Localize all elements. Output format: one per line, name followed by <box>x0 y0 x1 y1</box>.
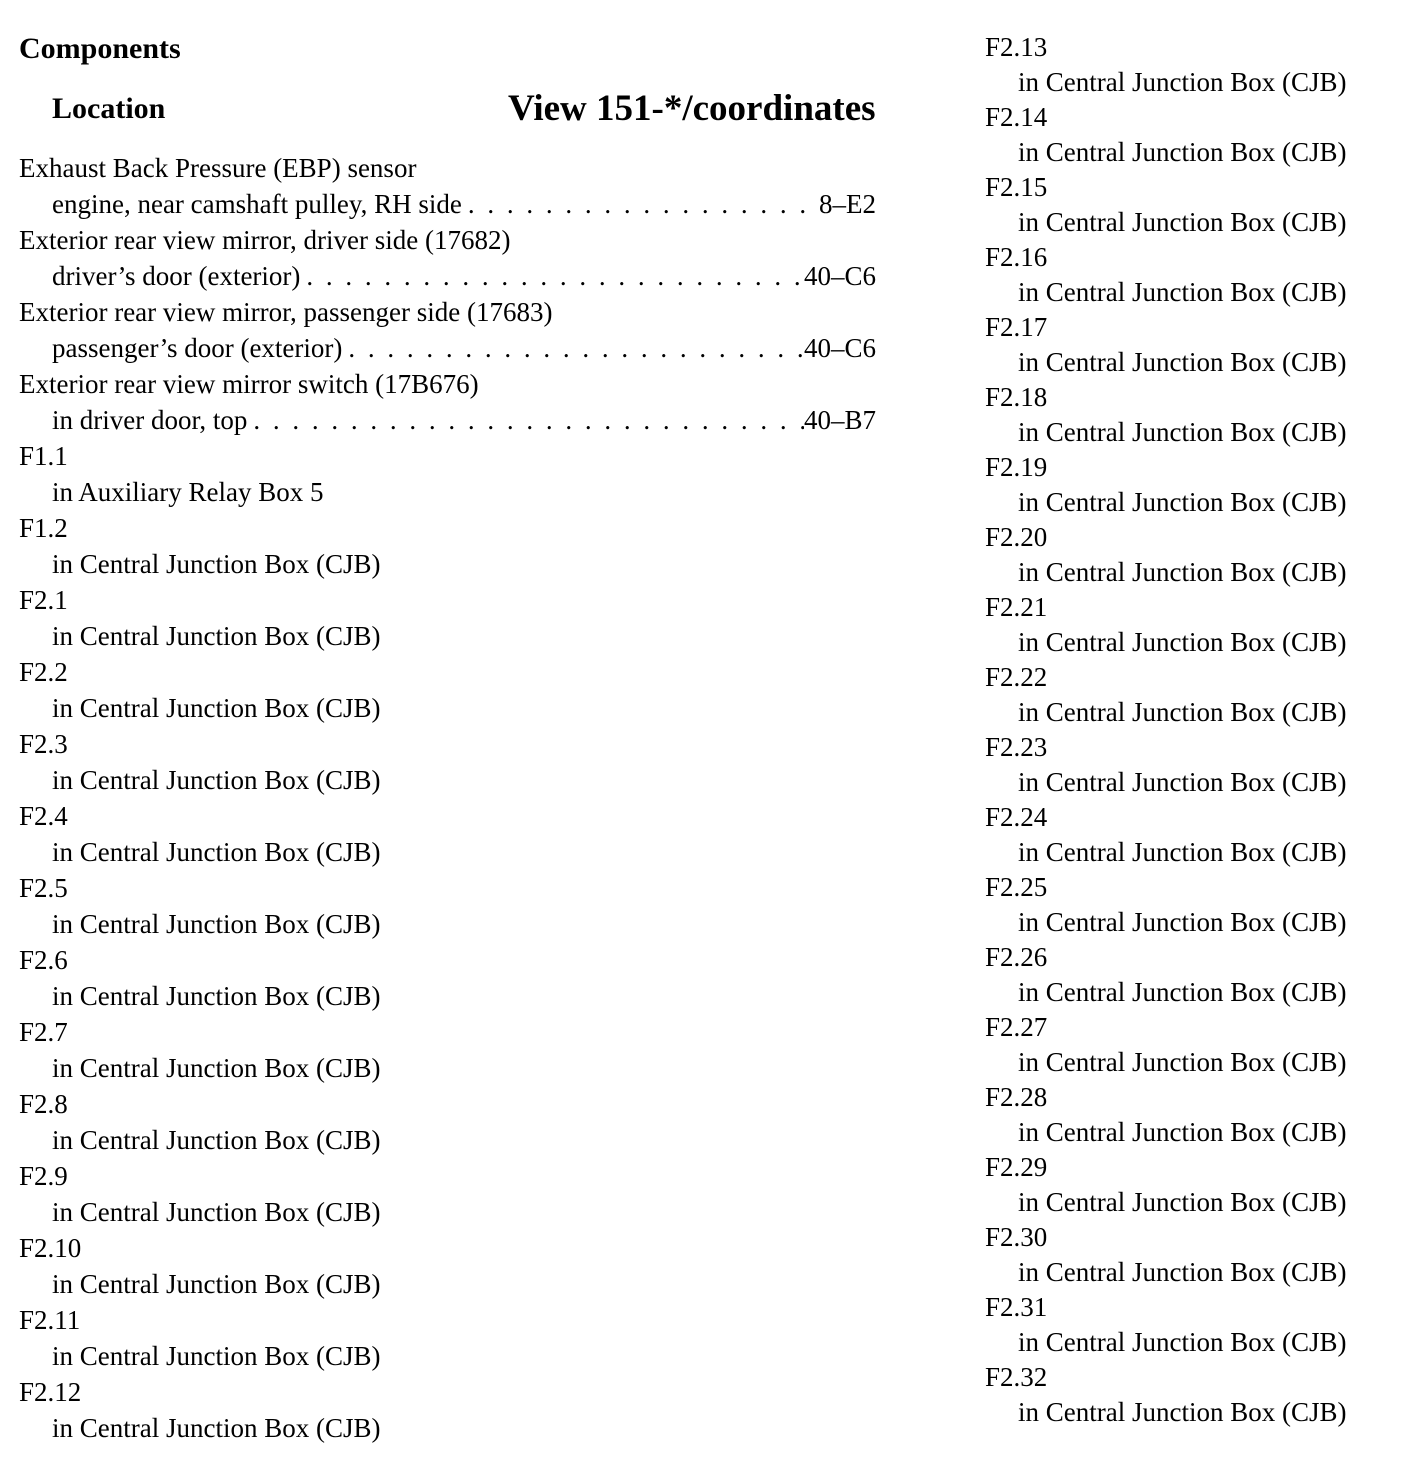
component-entry <box>985 1360 1410 1430</box>
component-location-row <box>19 402 876 438</box>
component-location: in Central Junction Box (CJB) <box>1018 487 1347 517</box>
component-location: in Central Junction Box (CJB) <box>1018 137 1347 167</box>
component-entry <box>985 1220 1410 1290</box>
dot-leader <box>300 258 804 294</box>
component-entry <box>985 170 1410 240</box>
component-entry <box>985 800 1410 870</box>
component-name: F2.6 <box>19 945 68 975</box>
component-entry <box>985 1290 1410 1360</box>
component-name: F2.9 <box>19 1161 68 1191</box>
view-coordinates-column-heading: View 151-*/coordinates <box>508 88 876 129</box>
component-name: F2.5 <box>19 873 68 903</box>
component-entry <box>19 654 849 726</box>
component-entry <box>19 1014 849 1086</box>
component-entry <box>19 150 876 222</box>
component-location: in Central Junction Box (CJB) <box>52 837 381 867</box>
component-entry <box>985 1150 1410 1220</box>
component-location: in Central Junction Box (CJB) <box>1018 1327 1347 1357</box>
component-entry <box>985 1010 1410 1080</box>
component-entry <box>985 100 1410 170</box>
component-entry <box>19 798 849 870</box>
component-location: in Central Junction Box (CJB) <box>1018 907 1347 937</box>
component-name: F2.31 <box>985 1292 1048 1322</box>
component-entry <box>985 450 1410 520</box>
component-location: in Central Junction Box (CJB) <box>1018 417 1347 447</box>
component-name: F2.13 <box>985 32 1048 62</box>
component-location: in Central Junction Box (CJB) <box>1018 1047 1347 1077</box>
component-name: F2.2 <box>19 657 68 687</box>
component-name: Exterior rear view mirror, driver side (17682) <box>19 225 511 255</box>
component-location-row <box>19 258 876 294</box>
component-name: Exterior rear view mirror, passenger side (17683) <box>19 297 553 327</box>
component-entry <box>19 1158 849 1230</box>
view-coordinate: 40–B7 <box>803 405 876 435</box>
component-entry <box>19 582 849 654</box>
component-location: in Central Junction Box (CJB) <box>1018 697 1347 727</box>
component-location: in Central Junction Box (CJB) <box>52 909 381 939</box>
component-name: F2.12 <box>19 1377 82 1407</box>
right-component-list <box>985 30 1410 1430</box>
component-name: F2.11 <box>19 1305 81 1335</box>
component-entry <box>985 1080 1410 1150</box>
component-name: F2.21 <box>985 592 1048 622</box>
component-name: F2.22 <box>985 662 1048 692</box>
component-name: F2.20 <box>985 522 1048 552</box>
component-entry <box>19 870 849 942</box>
view-coordinate: 40–C6 <box>803 333 876 363</box>
component-location: driver’s door (exterior) <box>52 261 301 291</box>
component-name: F2.25 <box>985 872 1048 902</box>
component-location: in Central Junction Box (CJB) <box>52 1053 381 1083</box>
component-entry <box>19 1230 849 1302</box>
view-coordinate: 8–E2 <box>819 189 876 219</box>
component-name: F2.27 <box>985 1012 1048 1042</box>
component-entry <box>19 942 849 1014</box>
component-entry <box>985 730 1410 800</box>
dot-leader <box>342 330 804 366</box>
component-entry <box>19 1086 849 1158</box>
component-location: in Central Junction Box (CJB) <box>52 765 381 795</box>
component-location: in Central Junction Box (CJB) <box>52 693 381 723</box>
component-entry <box>985 520 1410 590</box>
component-name: F2.30 <box>985 1222 1048 1252</box>
component-name: F2.26 <box>985 942 1048 972</box>
component-location: in Central Junction Box (CJB) <box>52 1341 381 1371</box>
component-name: Exterior rear view mirror switch (17B676) <box>19 369 479 399</box>
component-entry <box>19 726 849 798</box>
component-location: in Auxiliary Relay Box 5 <box>52 477 324 507</box>
component-location: in Central Junction Box (CJB) <box>1018 557 1347 587</box>
component-name: F2.7 <box>19 1017 68 1047</box>
component-entry <box>985 590 1410 660</box>
component-location: in Central Junction Box (CJB) <box>1018 277 1347 307</box>
component-name: F2.28 <box>985 1082 1048 1112</box>
component-name: F2.8 <box>19 1089 68 1119</box>
component-location: in Central Junction Box (CJB) <box>52 1413 381 1443</box>
component-location: in Central Junction Box (CJB) <box>52 1269 381 1299</box>
component-entry <box>19 222 876 294</box>
component-location: in Central Junction Box (CJB) <box>52 981 381 1011</box>
component-entry <box>985 940 1410 1010</box>
component-entry <box>19 1374 849 1446</box>
component-entry <box>985 870 1410 940</box>
component-name: F2.24 <box>985 802 1048 832</box>
left-component-list <box>19 150 876 1446</box>
component-name: F1.2 <box>19 513 68 543</box>
component-location: in Central Junction Box (CJB) <box>1018 1187 1347 1217</box>
component-location-row <box>19 186 876 222</box>
component-name: F2.19 <box>985 452 1048 482</box>
component-entry <box>19 1302 849 1374</box>
component-location: in Central Junction Box (CJB) <box>52 1125 381 1155</box>
component-name: F2.18 <box>985 382 1048 412</box>
component-name: F2.14 <box>985 102 1048 132</box>
component-name: F2.10 <box>19 1233 82 1263</box>
component-name: F2.17 <box>985 312 1048 342</box>
component-name: F2.23 <box>985 732 1048 762</box>
component-location-row <box>19 330 876 366</box>
component-location: in Central Junction Box (CJB) <box>1018 627 1347 657</box>
component-location: in Central Junction Box (CJB) <box>1018 1117 1347 1147</box>
component-entry <box>985 240 1410 310</box>
component-location: in Central Junction Box (CJB) <box>52 1197 381 1227</box>
component-location: in Central Junction Box (CJB) <box>1018 67 1347 97</box>
component-entry <box>985 380 1410 450</box>
dot-leader <box>462 186 819 222</box>
component-name: F1.1 <box>19 441 68 471</box>
component-location: in driver door, top <box>52 405 248 435</box>
component-location: passenger’s door (exterior) <box>52 333 343 363</box>
component-name: F2.15 <box>985 172 1048 202</box>
component-entry <box>985 660 1410 730</box>
component-location: engine, near camshaft pulley, RH side <box>52 189 462 219</box>
component-location: in Central Junction Box (CJB) <box>1018 1257 1347 1287</box>
component-location: in Central Junction Box (CJB) <box>1018 1397 1347 1427</box>
component-name: F2.32 <box>985 1362 1048 1392</box>
component-location: in Central Junction Box (CJB) <box>1018 347 1347 377</box>
component-name: F2.16 <box>985 242 1048 272</box>
component-location: in Central Junction Box (CJB) <box>52 549 381 579</box>
view-coordinate: 40–C6 <box>803 261 876 291</box>
component-entry <box>19 294 876 366</box>
dot-leader <box>247 402 804 438</box>
section-title: Components <box>19 32 181 65</box>
component-name: F2.1 <box>19 585 68 615</box>
component-location: in Central Junction Box (CJB) <box>1018 977 1347 1007</box>
component-name: F2.29 <box>985 1152 1048 1182</box>
component-name: F2.3 <box>19 729 68 759</box>
location-column-heading: Location <box>52 92 166 125</box>
component-location: in Central Junction Box (CJB) <box>52 621 381 651</box>
component-entry <box>19 366 876 438</box>
component-entry <box>985 30 1410 100</box>
component-location: in Central Junction Box (CJB) <box>1018 837 1347 867</box>
component-location: in Central Junction Box (CJB) <box>1018 207 1347 237</box>
component-entry <box>985 310 1410 380</box>
component-entry <box>19 510 849 582</box>
component-entry <box>19 438 849 510</box>
component-location: in Central Junction Box (CJB) <box>1018 767 1347 797</box>
component-name: Exhaust Back Pressure (EBP) sensor <box>19 153 417 183</box>
component-name: F2.4 <box>19 801 68 831</box>
